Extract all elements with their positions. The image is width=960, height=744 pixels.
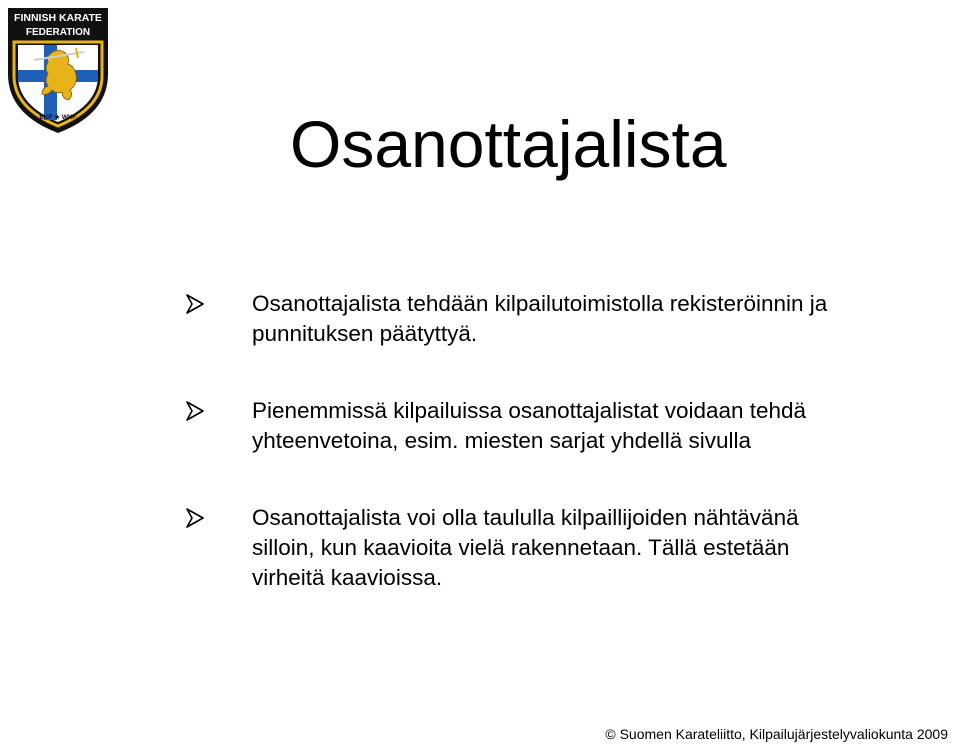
logo-sub-text: FEDERATION bbox=[25, 27, 91, 38]
bullet-line: Pienemmissä kilpailuissa osanottajalistat voidaan tehdä bbox=[252, 398, 807, 423]
arrowhead-bullet-icon bbox=[185, 401, 205, 421]
copyright-footer: © Suomen Karateliitto, Kilpailujärjestelyvaliokunta 2009 bbox=[605, 726, 948, 742]
slide-title: Osanottajalista bbox=[290, 107, 727, 181]
bullet-line: punnituksen päätyttyä. bbox=[252, 321, 478, 346]
bullet-item bbox=[185, 503, 915, 593]
bullet-item bbox=[185, 396, 915, 456]
bullet-line: virheitä kaavioissa. bbox=[252, 565, 443, 590]
logo-top-text: FINNISH KARATE bbox=[14, 12, 102, 24]
bullet-list bbox=[185, 289, 915, 593]
bullet-item bbox=[185, 289, 915, 349]
bullet-line: Osanottajalista tehdään kilpailutoimistolla rekisteröinnin ja bbox=[252, 291, 828, 316]
arrowhead-bullet-icon bbox=[185, 508, 205, 528]
arrowhead-bullet-icon bbox=[185, 294, 205, 314]
bullet-line: Osanottajalista voi olla taululla kilpaillijoiden nähtävänä bbox=[252, 505, 799, 530]
logo-bottom-text: EKF ★ WKF bbox=[39, 114, 77, 121]
karate-federation-shield-icon bbox=[4, 2, 112, 136]
bullet-line: yhteenvetoina, esim. miesten sarjat yhdellä sivulla bbox=[252, 428, 751, 453]
federation-logo bbox=[4, 2, 112, 136]
bullet-line: silloin, kun kaavioita vielä rakennetaan. Tällä estetään bbox=[252, 535, 790, 560]
